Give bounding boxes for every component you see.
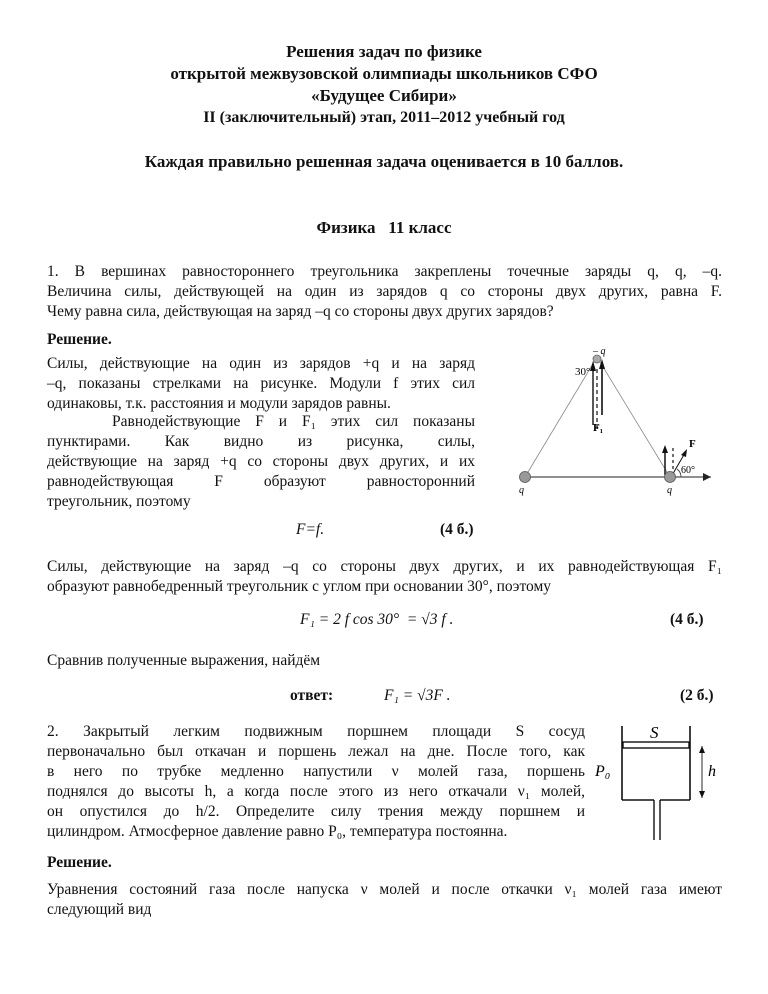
problem1-line-2: Величина силы, действующей на один из зарядов q со стороны двух других, равна F. bbox=[47, 283, 722, 300]
answer-equation: F₁ = √3F . bbox=[384, 687, 451, 704]
para2-line-1: Силы, действующие на заряд –q со стороны двух других, и их равнодействующая F₁ bbox=[47, 558, 722, 575]
points-2: (4 б.) bbox=[670, 611, 704, 628]
problem1-line-1: 1. В вершинах равностороннего треугольника закреплены точечные заряды q, q, –q. bbox=[47, 263, 722, 280]
problem2-line-6: цилиндром. Атмосферное давление равно P₀, температура постоянна. bbox=[47, 823, 508, 840]
triangle-side-right bbox=[597, 357, 670, 477]
force-arrowhead-diag bbox=[681, 449, 687, 457]
label-q-right: q bbox=[667, 485, 672, 496]
charges-figure bbox=[505, 345, 725, 505]
sol1-line-2: –q, показаны стрелками на рисунке. Модули f этих сил bbox=[47, 375, 475, 392]
sol2-line-1: Уравнения состояний газа после напуска ν молей и после откачки ν₁ молей газа имеют bbox=[47, 881, 722, 898]
section-title: Физика 11 класс bbox=[316, 218, 452, 237]
compare-text: Сравнив полученные выражения, найдём bbox=[47, 652, 321, 669]
sol1-line-5: пунктирами. Как видно из рисунка, силы, bbox=[47, 433, 475, 450]
cylinder-figure bbox=[590, 720, 730, 845]
height-arrow-top bbox=[699, 746, 705, 753]
sol1-line-4: Равнодействующие F и F₁ этих сил показаны bbox=[112, 413, 475, 430]
problem2-line-5: он опустился до h/2. Определите силу трения между поршнем и bbox=[47, 803, 585, 820]
equation-F1-cos: F₁ = 2 f cos 30° = √3 f . bbox=[300, 611, 454, 628]
problem2-line-3: в него по трубке медленно напустили ν молей газа, поршень bbox=[47, 763, 585, 780]
label-minus-q: – q bbox=[593, 346, 606, 357]
para2-line-2: образуют равнобедренный треугольник с углом при основании 30°, поэтому bbox=[47, 578, 552, 595]
solution-label-1: Решение. bbox=[47, 331, 112, 348]
problem1-line-3: Чему равна сила, действующая на заряд –q со стороны двух других зарядов? bbox=[47, 303, 554, 320]
problem2-line-1: 2. Закрытый легким подвижным поршнем площади S сосуд bbox=[47, 723, 585, 740]
problem2-line-2: первоначально был откачан и поршень лежал на дне. После того, как bbox=[47, 743, 585, 760]
sol1-line-3: одинаковы, т.к. расстояния и модули зарядов равны. bbox=[47, 395, 391, 412]
sol1-line-1: Силы, действующие на один из зарядов +q и на заряд bbox=[47, 355, 475, 372]
title-line-3: «Будущее Сибири» bbox=[311, 86, 457, 105]
sol2-line-2: следующий вид bbox=[47, 901, 152, 918]
title-line-2: открытой межвузовской олимпиады школьников СФО bbox=[170, 64, 598, 83]
title-line-1: Решения задач по физике bbox=[286, 42, 482, 61]
label-S: S bbox=[650, 723, 659, 742]
equation-F-equals-f: F=f. bbox=[296, 521, 325, 538]
baseline-arrowhead bbox=[703, 473, 711, 481]
label-h: h bbox=[708, 763, 716, 780]
label-F: F bbox=[689, 438, 696, 450]
sol1-line-6: действующие на заряд +q со стороны двух других, и их bbox=[47, 453, 475, 470]
points-1: (4 б.) bbox=[440, 521, 474, 538]
label-q-left: q bbox=[519, 485, 524, 496]
answer-label: ответ: bbox=[290, 687, 334, 704]
height-arrow-bottom bbox=[699, 791, 705, 798]
piston bbox=[623, 742, 689, 748]
label-angle-30: 30° bbox=[575, 366, 591, 378]
solution-label-2: Решение. bbox=[47, 854, 112, 871]
charge-q-left bbox=[520, 472, 531, 483]
title-line-4: II (заключительный) этап, 2011–2012 учебный год bbox=[203, 109, 565, 126]
label-P0: P₀ bbox=[595, 763, 611, 780]
scoring-note: Каждая правильно решенная задача оценивается в 10 баллов. bbox=[144, 152, 624, 171]
points-3: (2 б.) bbox=[680, 687, 714, 704]
force-arrowhead-q-right bbox=[662, 445, 668, 453]
problem2-line-4: поднялся до высоты h, а когда после этого из него откачали ν₁ молей, bbox=[47, 783, 585, 800]
charge-q-right bbox=[665, 472, 676, 483]
sol1-line-8: треугольник, поэтому bbox=[47, 493, 191, 510]
label-F1: F₁ bbox=[593, 422, 604, 434]
label-angle-60: 60° bbox=[681, 465, 695, 476]
sol1-line-7: равнодействующая F образуют равносторонний bbox=[47, 473, 475, 490]
